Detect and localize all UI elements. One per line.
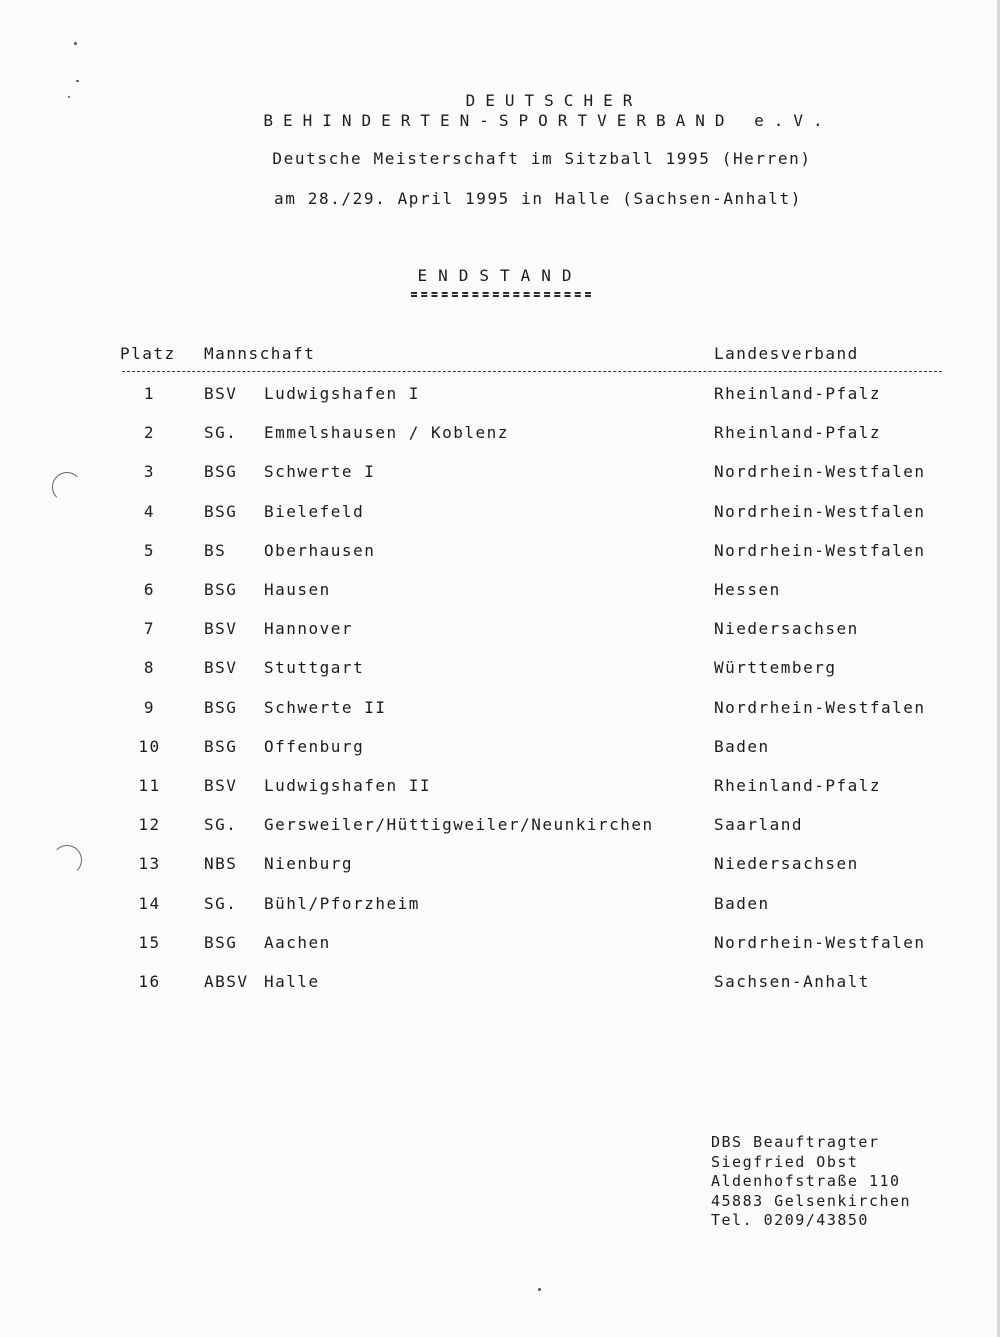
row-club-prefix: BSG — [204, 736, 238, 756]
row-platz: 7 — [143, 619, 156, 639]
table-row — [0, 658, 1000, 688]
scan-speck — [68, 96, 70, 98]
table-row — [0, 894, 1000, 924]
row-team-name: Ludwigshafen I — [264, 384, 420, 403]
row-club-prefix: SG. — [204, 423, 238, 443]
row-club-prefix: NBS — [204, 854, 238, 874]
table-row — [0, 737, 1000, 767]
header-championship: Deutsche Meisterschaft im Sitzball 1995 (Herren) — [272, 149, 812, 168]
table-row — [0, 541, 1000, 571]
row-landesverband: Württemberg — [714, 658, 837, 678]
row-landesverband: Nordrhein-Westfalen — [714, 501, 926, 521]
contact-street: Aldenhofstraße 110 — [711, 1172, 901, 1190]
row-team-name: Gersweiler/Hüttigweiler/Neunkirchen — [264, 815, 654, 835]
row-landesverband: Nordrhein-Westfalen — [714, 697, 926, 717]
contact-name: Siegfried Obst — [711, 1152, 859, 1171]
header-org-line2: BEHINDERTEN-SPORTVERBAND e.V. — [263, 111, 833, 130]
table-row — [0, 854, 1000, 884]
table-row — [0, 972, 1000, 1002]
table-row — [0, 462, 1000, 492]
row-club-prefix: SG. — [204, 815, 238, 835]
row-landesverband: Rheinland-Pfalz — [714, 423, 881, 443]
row-club-prefix: BS — [204, 540, 227, 560]
row-team-name: Bühl/Pforzheim — [264, 893, 420, 913]
row-platz: 13 — [138, 854, 161, 874]
row-club-prefix: BSV — [204, 384, 238, 403]
column-header-mannschaft: Mannschaft — [204, 344, 316, 363]
row-club-prefix: SG. — [204, 893, 238, 913]
row-platz: 2 — [143, 423, 156, 443]
row-platz: 12 — [138, 815, 161, 835]
row-club-prefix: BSV — [204, 776, 238, 795]
row-platz: 14 — [138, 893, 161, 913]
table-row — [0, 776, 1000, 806]
row-club-prefix: BSG — [204, 462, 238, 482]
section-title-underline — [411, 292, 591, 297]
contact-phone: Tel. 0209/43850 — [711, 1211, 869, 1229]
scan-speck — [76, 80, 79, 82]
table-row — [0, 815, 1000, 845]
row-team-name: Hausen — [264, 580, 331, 599]
row-platz: 1 — [143, 384, 156, 403]
row-landesverband: Niedersachsen — [714, 854, 859, 874]
contact-city: 45883 Gelsenkirchen — [711, 1191, 912, 1210]
table-row — [0, 384, 1000, 414]
row-team-name: Emmelshausen / Koblenz — [264, 423, 509, 443]
row-team-name: Aachen — [264, 932, 331, 952]
contact-title: DBS Beauftragter — [711, 1133, 880, 1151]
section-title: ENDSTAND — [417, 266, 583, 285]
row-landesverband: Rheinland-Pfalz — [714, 384, 881, 403]
row-club-prefix: BSG — [204, 501, 238, 521]
punch-hole-mark — [52, 472, 82, 502]
row-platz: 9 — [143, 697, 156, 717]
header-date-location: am 28./29. April 1995 in Halle (Sachsen-Anhalt) — [274, 189, 802, 208]
row-club-prefix: BSV — [204, 619, 238, 639]
scan-speck — [74, 42, 77, 45]
row-team-name: Halle — [264, 972, 320, 991]
row-platz: 4 — [143, 501, 156, 521]
row-club-prefix: BSG — [204, 932, 238, 952]
row-platz: 8 — [143, 658, 156, 678]
row-platz: 15 — [138, 932, 161, 952]
row-team-name: Bielefeld — [264, 501, 365, 521]
table-row — [0, 502, 1000, 532]
row-landesverband: Sachsen-Anhalt — [714, 972, 870, 991]
row-landesverband: Baden — [714, 736, 770, 756]
row-team-name: Hannover — [264, 619, 354, 639]
row-club-prefix: BSV — [204, 658, 238, 678]
table-row — [0, 423, 1000, 453]
row-team-name: Ludwigshafen II — [264, 776, 431, 795]
row-platz: 11 — [138, 776, 161, 795]
row-platz: 6 — [143, 580, 156, 599]
row-club-prefix: BSG — [204, 580, 238, 599]
table-row — [0, 619, 1000, 649]
row-platz: 5 — [143, 540, 156, 560]
table-row — [0, 698, 1000, 728]
row-landesverband: Saarland — [714, 815, 804, 835]
row-landesverband: Baden — [714, 893, 770, 913]
punch-hole-mark — [52, 845, 82, 875]
row-landesverband: Niedersachsen — [714, 619, 859, 639]
column-header-platz: Platz — [120, 344, 176, 363]
row-team-name: Offenburg — [264, 736, 365, 756]
row-team-name: Stuttgart — [264, 658, 365, 678]
row-team-name: Nienburg — [264, 854, 354, 874]
column-header-landesverband: Landesverband — [714, 344, 859, 363]
row-team-name: Schwerte I — [264, 462, 376, 482]
contact-block — [711, 1133, 911, 1231]
table-row — [0, 580, 1000, 610]
row-club-prefix: BSG — [204, 697, 238, 717]
row-landesverband: Nordrhein-Westfalen — [714, 540, 926, 560]
header-divider — [122, 371, 942, 372]
row-team-name: Oberhausen — [264, 540, 376, 560]
row-landesverband: Nordrhein-Westfalen — [714, 932, 926, 952]
row-landesverband: Nordrhein-Westfalen — [714, 462, 926, 482]
row-platz: 3 — [143, 462, 156, 482]
row-club-prefix: ABSV — [204, 972, 249, 991]
row-platz: 16 — [138, 972, 161, 991]
row-landesverband: Hessen — [714, 580, 781, 599]
scan-speck — [538, 1288, 541, 1291]
table-row — [0, 933, 1000, 963]
row-platz: 10 — [138, 736, 161, 756]
header-org-line1: DEUTSCHER — [465, 91, 643, 110]
row-landesverband: Rheinland-Pfalz — [714, 776, 881, 795]
row-team-name: Schwerte II — [264, 697, 387, 717]
